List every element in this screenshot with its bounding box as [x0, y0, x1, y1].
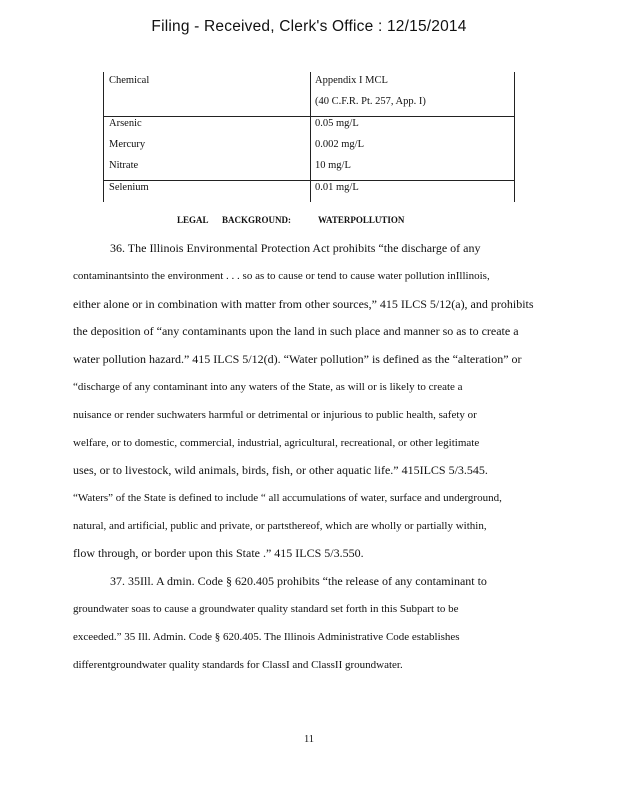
mcl-table — [103, 72, 515, 202]
paragraph-line: nuisance or render suchwaters harmful or detrimental or injurious to public health, safety or — [73, 409, 477, 421]
paragraph-line: “discharge of any contaminant into any waters of the State, as will or is likely to create a — [73, 381, 463, 393]
paragraph-line: “Waters” of the State is defined to include “ all accumulations of water, surface and underground, — [73, 492, 502, 504]
table-cell-chemical: Nitrate — [109, 160, 139, 171]
table-cell-chemical: Arsenic — [109, 118, 142, 129]
paragraph-line: either alone or in combination with matter from other sources,” 415 ILCS 5/12(a), and prohibits — [73, 297, 534, 311]
table-header-chemical: Chemical — [109, 75, 150, 86]
paragraph-line: natural, and artificial, public and private, or partsthereof, which are wholly or partially within, — [73, 520, 487, 532]
paragraph-line: 36. The Illinois Environmental Protection Act prohibits “the discharge of any — [110, 241, 481, 255]
page-number: 11 — [303, 734, 315, 745]
paragraph-line: flow through, or border upon this State .” 415 ILCS 5/3.550. — [73, 546, 364, 560]
paragraph-line: contaminantsinto the environment . . . so as to cause or tend to cause water pollution inIllinois, — [73, 270, 490, 282]
table-cell-mcl: 0.002 mg/L — [315, 139, 364, 150]
paragraph-line: water pollution hazard.” 415 ILCS 5/12(d). “Water pollution” is defined as the “alteration” or — [73, 352, 522, 366]
paragraph-line: welfare, or to domestic, commercial, industrial, agricultural, recreational, or other legitimate — [73, 437, 480, 449]
filing-header: Filing - Received, Clerk's Office : 12/15/2014 — [151, 18, 467, 35]
table-header-mcl-citation: (40 C.F.R. Pt. 257, App. I) — [315, 96, 426, 107]
table-header-mcl: Appendix I MCL — [315, 75, 388, 86]
table-rule — [104, 180, 514, 181]
table-cell-mcl: 10 mg/L — [315, 160, 351, 171]
paragraph-line: differentgroundwater quality standards for ClassI and ClassII groundwater. — [73, 659, 403, 671]
table-cell-mcl: 0.05 mg/L — [315, 118, 359, 129]
table-rule — [104, 116, 514, 117]
paragraph-line: groundwater soas to cause a groundwater quality standard set forth in this Subpart to be — [73, 603, 459, 615]
heading-water-pollution: WATERPOLLUTION — [318, 215, 405, 225]
paragraph-line: exceeded.” 35 Ill. Admin. Code § 620.405. The Illinois Administrative Code establishes — [73, 631, 460, 643]
heading-legal: LEGAL — [177, 215, 209, 225]
paragraph-line: the deposition of “any contaminants upon the land in such place and manner so as to create a — [73, 324, 519, 338]
table-divider — [310, 72, 311, 202]
paragraph-line: 37. 35Ill. A dmin. Code § 620.405 prohibits “the release of any contaminant to — [110, 574, 487, 588]
table-cell-chemical: Mercury — [109, 139, 146, 150]
heading-background: BACKGROUND: — [222, 215, 291, 225]
paragraph-line: uses, or to livestock, wild animals, birds, fish, or other aquatic life.” 415ILCS 5/3.545. — [73, 463, 488, 477]
table-cell-mcl: 0.01 mg/L — [315, 182, 359, 193]
table-cell-chemical: Selenium — [109, 182, 149, 193]
